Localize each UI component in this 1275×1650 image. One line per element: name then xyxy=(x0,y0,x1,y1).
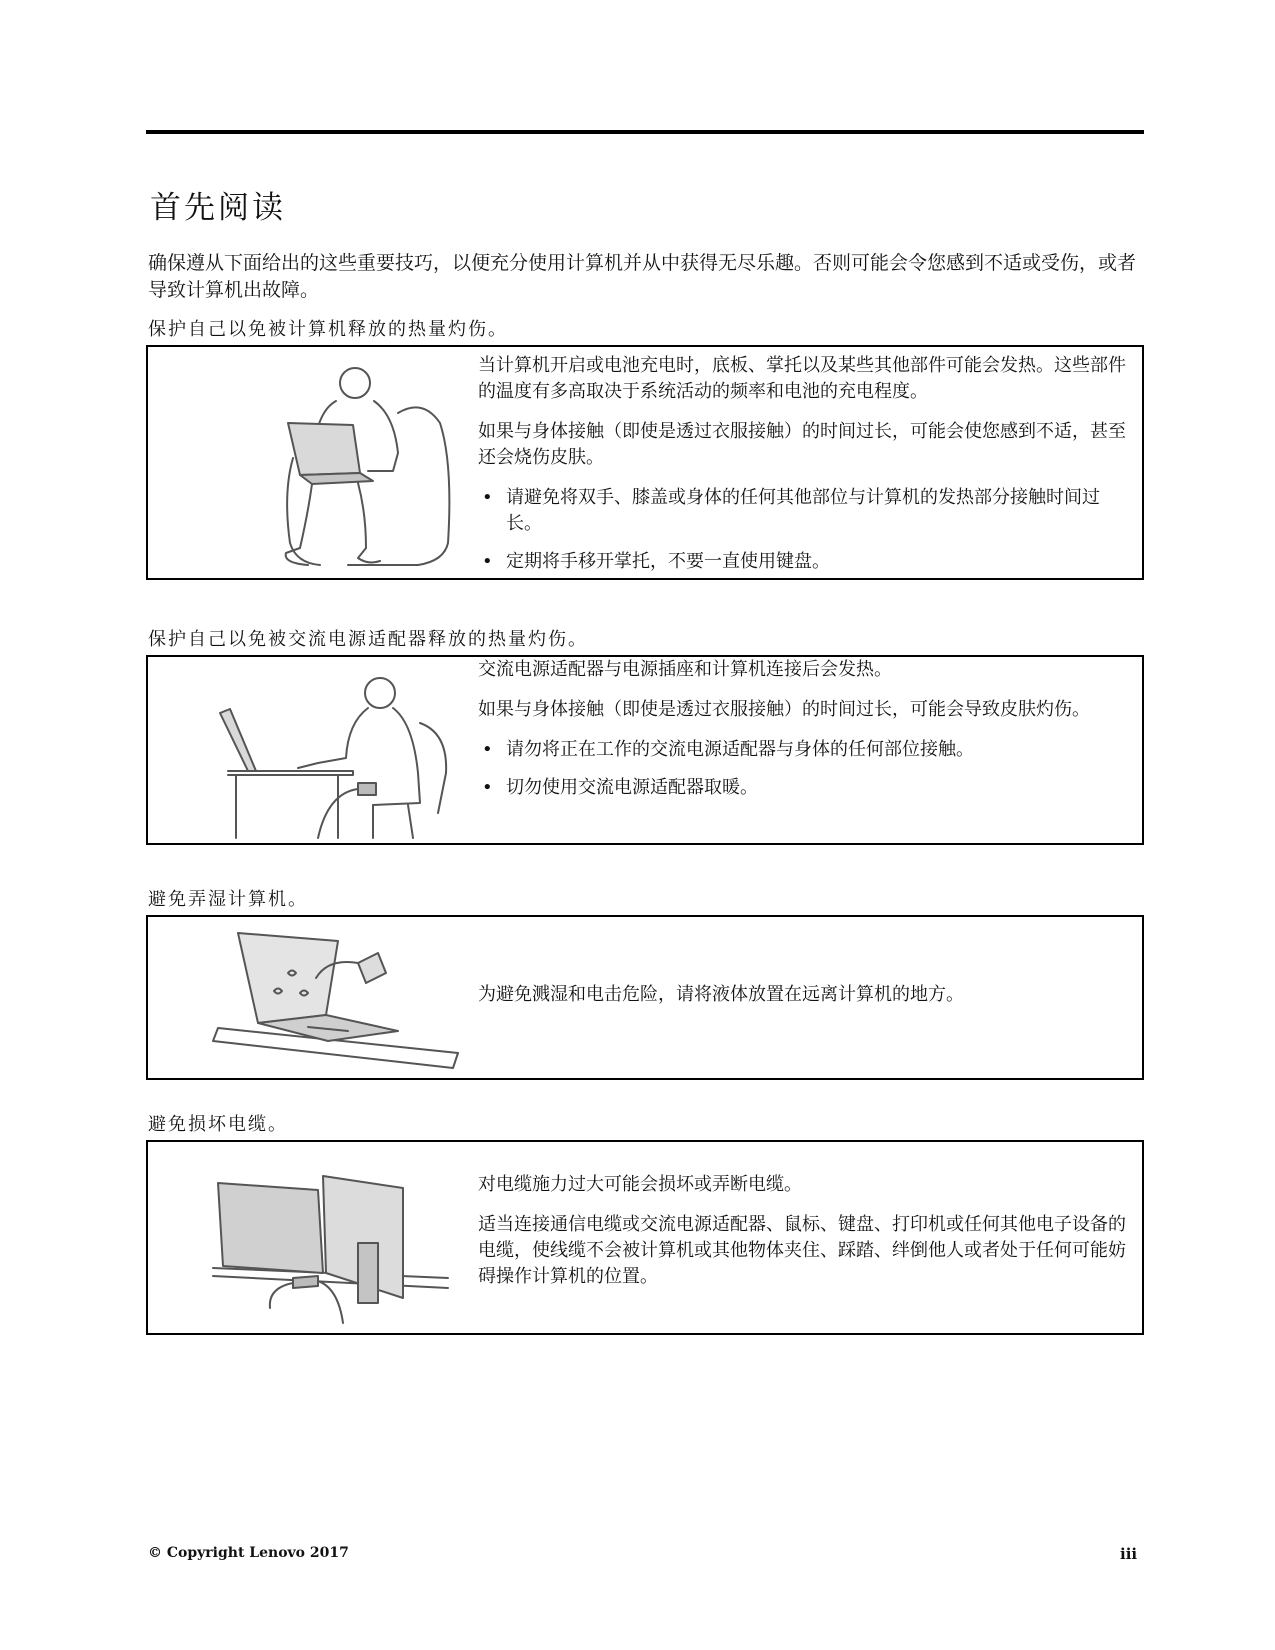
intro-paragraph: 确保遵从下面给出的这些重要技巧，以便充分使用计算机并从中获得无尽乐趣。否则可能会令您感到不适或受伤，或者导致计算机出故障。 xyxy=(148,252,1137,301)
paragraph: 如果与身体接触（即使是透过衣服接触）的时间过长，可能会使您感到不适，甚至还会烧伤皮肤。 xyxy=(478,421,1126,468)
section-heading-adapter-heat: 保护自己以免被交流电源适配器释放的热量灼伤。 xyxy=(148,629,588,650)
paragraph: 当计算机开启或电池充电时，底板、掌托以及某些其他部件可能会发热。这些部件的温度有多高取决于系统活动的频率和电池的充电程度。 xyxy=(478,355,1126,402)
top-rule xyxy=(146,130,1144,134)
bullet-item: • 请勿将正在工作的交流电源适配器与身体的任何部位接触。 xyxy=(478,737,1128,763)
paragraph: 交流电源适配器与电源插座和计算机连接后会发热。 xyxy=(478,659,892,680)
section-box-keep-dry xyxy=(146,915,1144,1080)
bullet-item: • 请避免将双手、膝盖或身体的任何其他部位与计算机的发热部分接触时间过长。 xyxy=(478,485,1128,537)
bullet-list xyxy=(478,485,1128,575)
section-heading-cables: 避免损坏电缆。 xyxy=(148,1114,288,1135)
person-laptop-on-lap-icon xyxy=(208,353,508,578)
section-text-keep-dry xyxy=(478,982,1128,1022)
section-heading-laptop-heat: 保护自己以免被计算机释放的热量灼伤。 xyxy=(148,319,508,340)
liquid-spill-laptop-icon xyxy=(208,923,508,1078)
page-title: 首先阅读 xyxy=(150,190,286,226)
section-text-adapter-heat xyxy=(478,657,1128,813)
paragraph: 适当连接通信电缆或交流电源适配器、鼠标、键盘、打印机或任何其他电子设备的电缆，使线缆不会被计算机或其他物体夹住、踩踏、绊倒他人或者处于任何可能妨碍操作计算机的位置。 xyxy=(478,1214,1126,1287)
bullet-list xyxy=(478,737,1128,801)
section-heading-keep-dry: 避免弄湿计算机。 xyxy=(148,889,308,910)
bullet-item: • 定期将手移开掌托，不要一直使用键盘。 xyxy=(478,549,1128,575)
cables-behind-monitor-icon xyxy=(208,1148,508,1333)
paragraph: 对电缆施力过大可能会损坏或弄断电缆。 xyxy=(478,1174,802,1195)
copyright-notice: © Copyright Lenovo 2017 xyxy=(148,1545,349,1561)
paragraph: 为避免溅湿和电击危险，请将液体放置在远离计算机的地方。 xyxy=(478,984,964,1005)
paragraph: 如果与身体接触（即使是透过衣服接触）的时间过长，可能会导致皮肤灼伤。 xyxy=(478,699,1090,720)
section-text-cables xyxy=(478,1172,1128,1304)
section-box-adapter-heat xyxy=(146,655,1144,845)
person-at-desk-with-adapter-icon xyxy=(208,663,508,843)
section-text-laptop-heat xyxy=(478,353,1128,587)
section-box-cables xyxy=(146,1140,1144,1335)
bullet-item: • 切勿使用交流电源适配器取暖。 xyxy=(478,775,1128,801)
section-box-laptop-heat xyxy=(146,345,1144,580)
page-number: iii xyxy=(1120,1545,1138,1563)
